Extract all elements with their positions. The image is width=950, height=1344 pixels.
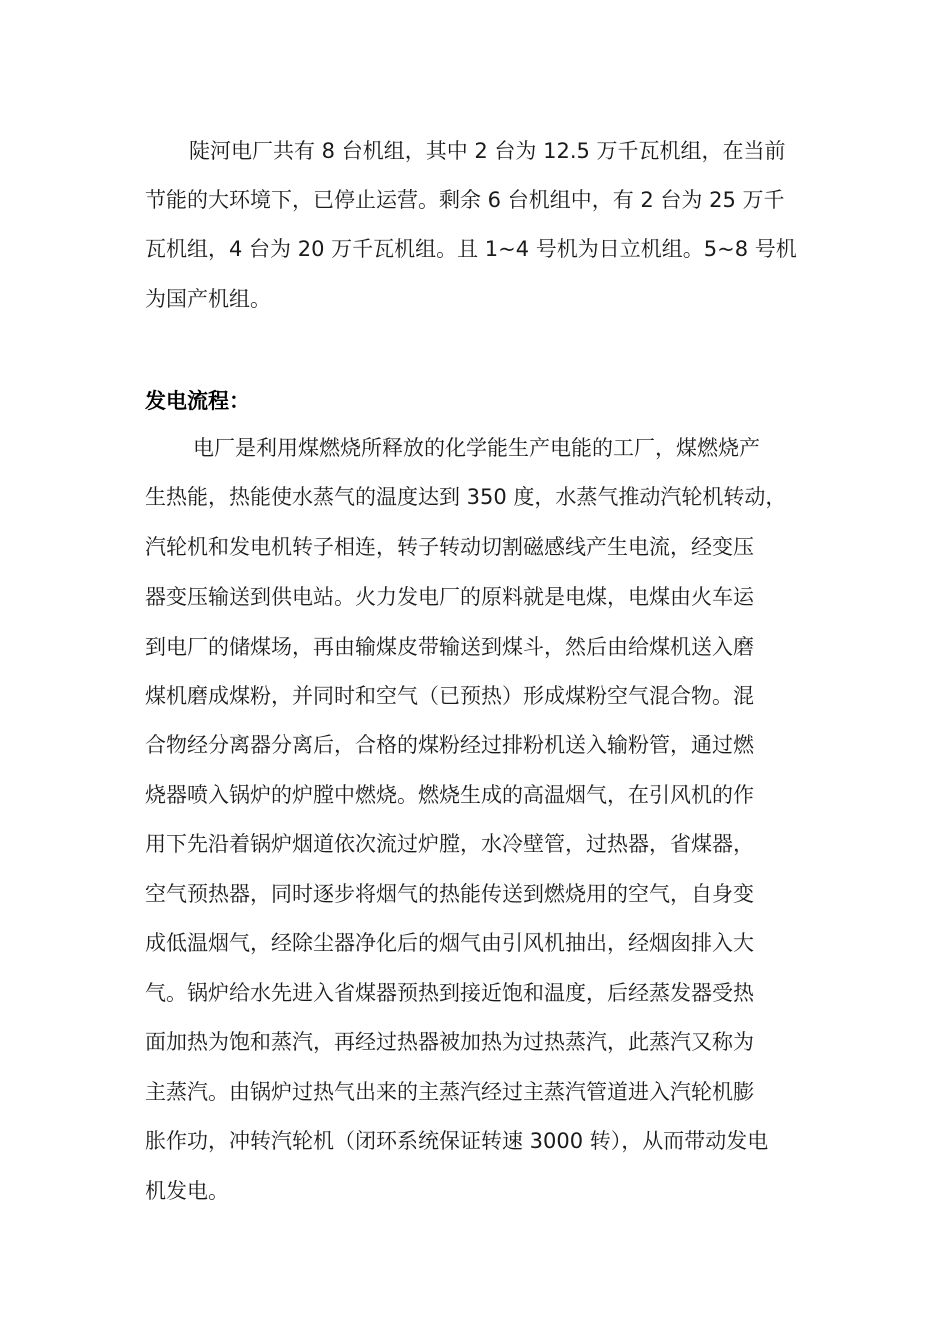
paragraph-line: 空气预热器，同时逐步将烟气的热能传送到燃烧用的空气，自身变	[145, 882, 754, 906]
paragraph-line: 成低温烟气，经除尘器净化后的烟气由引风机抽出，经烟囱排入大	[145, 931, 754, 955]
paragraph-line: 气。锅炉给水先进入省煤器预热到接近饱和温度，后经蒸发器受热	[145, 981, 754, 1005]
paragraph-line: 为国产机组。	[145, 287, 271, 311]
paragraph-line: 陡河电厂共有 8 台机组，其中 2 台为 12.5 万千瓦机组，在当前	[189, 139, 786, 163]
paragraph-line: 到电厂的储煤场，再由输煤皮带输送到煤斗，然后由给煤机送入磨	[145, 635, 754, 659]
section-heading: 发电流程：	[145, 389, 250, 413]
paragraph-line: 烧器喷入锅炉的炉膛中燃烧。燃烧生成的高温烟气，在引风机的作	[145, 783, 754, 807]
paragraph-line: 用下先沿着锅炉烟道依次流过炉膛，水冷壁管，过热器，省煤器，	[145, 832, 754, 856]
paragraph-line: 机发电。	[145, 1179, 229, 1203]
paragraph-line: 煤机磨成煤粉，并同时和空气（已预热）形成煤粉空气混合物。混	[145, 684, 754, 708]
paragraph-line: 胀作功，冲转汽轮机（闭环系统保证转速 3000 转），从而带动发电	[145, 1129, 769, 1153]
paragraph-line: 器变压输送到供电站。火力发电厂的原料就是电煤，电煤由火车运	[145, 585, 754, 609]
paragraph-line: 汽轮机和发电机转子相连，转子转动切割磁感线产生电流，经变压	[145, 535, 754, 559]
paragraph-line: 节能的大环境下，已停止运营。剩余 6 台机组中，有 2 台为 25 万千	[145, 188, 785, 212]
paragraph-line: 合物经分离器分离后，合格的煤粉经过排粉机送入输粉管，通过燃	[145, 733, 754, 757]
paragraph-line: 面加热为饱和蒸汽，再经过热器被加热为过热蒸汽，此蒸汽又称为	[145, 1030, 754, 1054]
paragraph-line: 电厂是利用煤燃烧所释放的化学能生产电能的工厂，煤燃烧产	[193, 436, 760, 460]
paragraph-line: 生热能，热能使水蒸气的温度达到 350 度，水蒸气推动汽轮机转动，	[145, 485, 787, 509]
paragraph-line: 瓦机组，4 台为 20 万千瓦机组。且 1~4 号机为日立机组。5~8 号机	[145, 237, 797, 261]
paragraph-line: 主蒸汽。由锅炉过热气出来的主蒸汽经过主蒸汽管道进入汽轮机膨	[145, 1080, 754, 1104]
